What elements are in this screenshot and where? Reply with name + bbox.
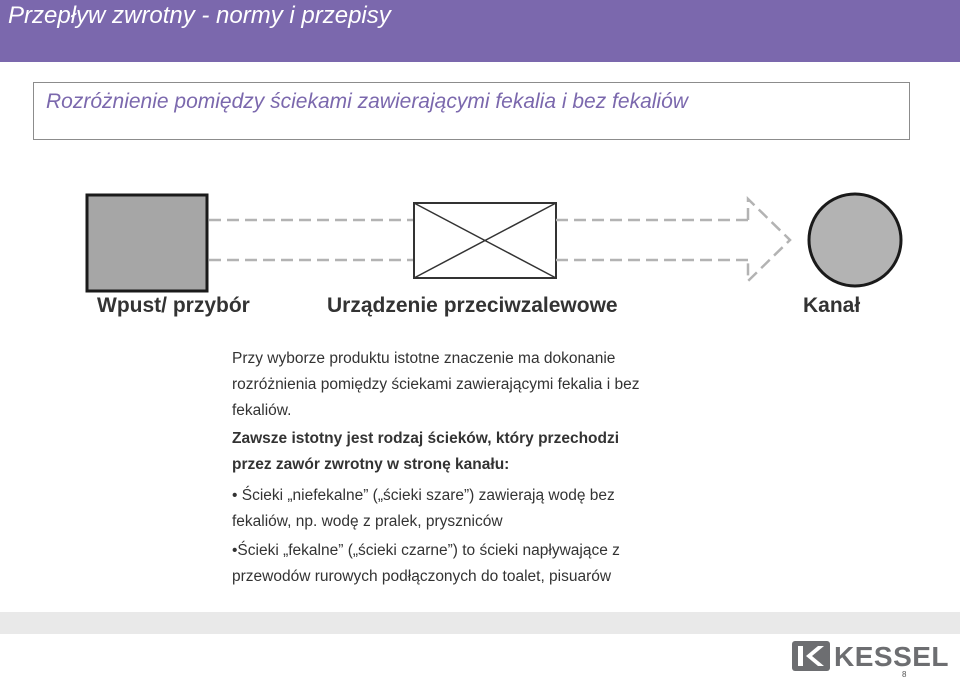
bullet-greywater-line-1: • Ścieki „niefekalne” („ścieki szare”) zawierają wodę bez: [232, 487, 615, 504]
bullet-greywater-line-2: fekaliów, np. wodę z pralek, pryszniców: [232, 513, 503, 530]
bullet-blackwater-line-2: przewodów rurowych podłączonych do toalet, pisuarów: [232, 568, 612, 585]
kessel-logo-icon: [792, 641, 830, 671]
paragraph-1-line-3: fekaliów.: [232, 402, 292, 419]
paragraph-1-line-1: Przy wyborze produktu istotne znaczenie ma dokonanie: [232, 350, 616, 367]
sewer-circle: [809, 194, 901, 286]
bullet-blackwater-line-1: •Ścieki „fekalne” („ścieki czarne”) to ścieki napływające z: [232, 542, 620, 559]
label-device: Urządzenie przeciwzalewowe: [327, 294, 618, 317]
paragraph-2-line-2: przez zawór zwrotny w stronę kanału:: [232, 456, 510, 473]
slide-title: Przepływ zwrotny - normy i przepisy: [8, 2, 391, 29]
paragraph-1-line-2: rozróżnienia pomiędzy ściekami zawierającymi fekalia i bez: [232, 376, 640, 393]
paragraph-2: [232, 426, 619, 478]
paragraph-2-line-1: Zawsze istotny jest rodzaj ścieków, który przechodzi: [232, 430, 620, 447]
inlet-box: [87, 195, 207, 291]
subtitle: Rozróżnienie pomiędzy ściekami zawierającymi fekalia i bez fekaliów: [46, 90, 688, 113]
subtitle-box: [33, 82, 910, 140]
bullet-greywater: [232, 483, 615, 535]
label-inlet: Wpust/ przybór: [97, 294, 250, 317]
bottom-strip: [0, 612, 960, 634]
kessel-logo-text: KESSEL: [834, 641, 950, 672]
page-number: 8: [902, 670, 907, 679]
bullet-blackwater: [232, 538, 620, 590]
title-bar: [0, 0, 960, 62]
paragraph-1: [232, 346, 639, 424]
label-sewer: Kanał: [803, 294, 861, 317]
flow-arrow-head: [748, 199, 790, 281]
